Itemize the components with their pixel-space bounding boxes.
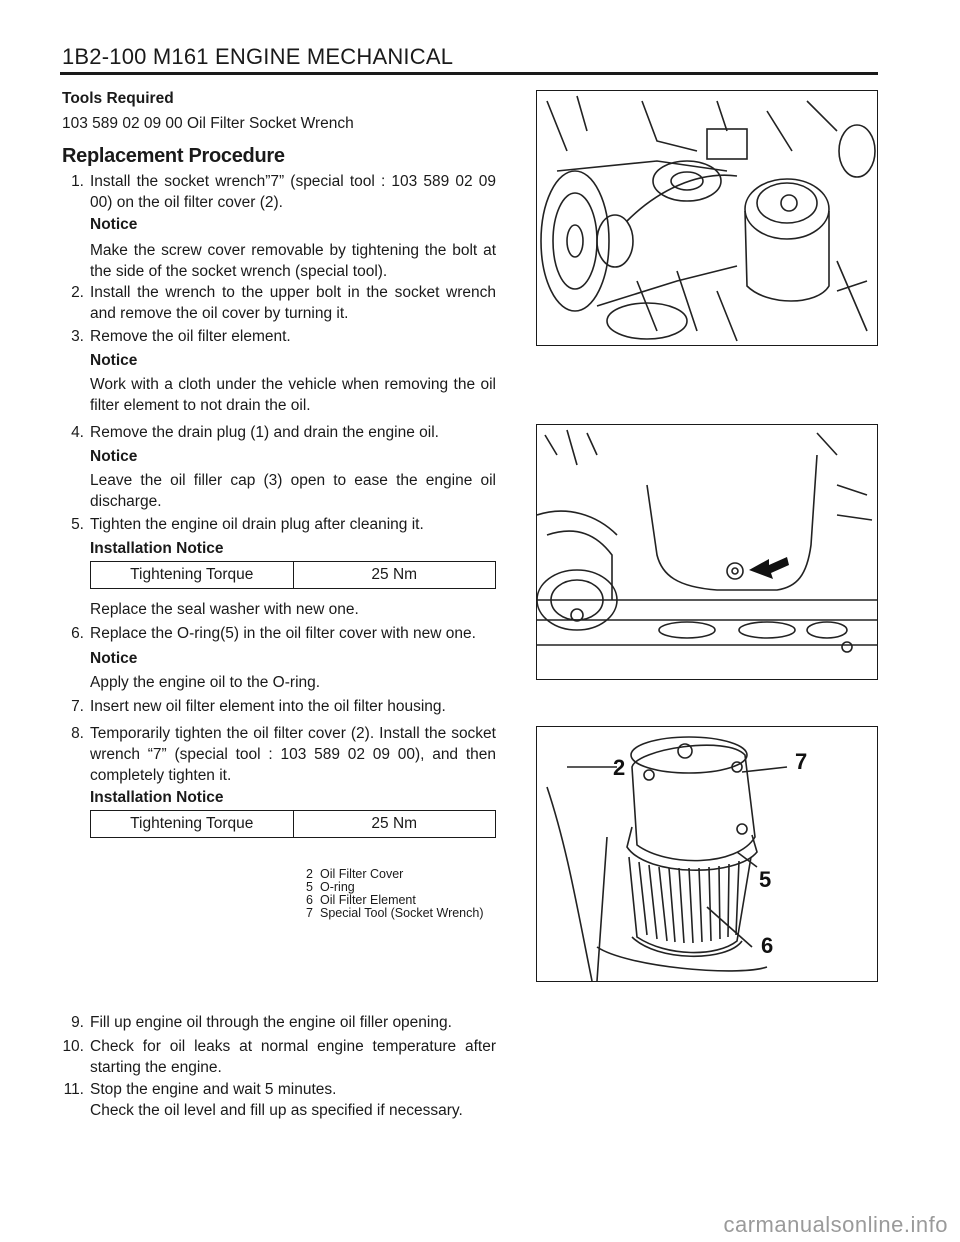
step-text: Fill up engine oil through the engine oil filler opening. (90, 1014, 452, 1031)
step-7 (62, 696, 496, 717)
legend-label: Oil Filter Element (320, 893, 416, 907)
step-number: 10. (62, 1038, 84, 1055)
step-number: 7. (71, 698, 84, 715)
legend-num: 7 (306, 906, 313, 920)
notice-text: Make the screw cover removable by tightening the bolt at the side of the socket wrench (special tool). (90, 242, 496, 280)
header-rule (60, 72, 878, 75)
tools-section (62, 88, 496, 167)
legend-num: 2 (306, 867, 313, 881)
watermark: carmanualsonline.info (723, 1212, 948, 1237)
notice-text: Leave the oil filler cap (3) open to ease the engine oil discharge. (90, 472, 496, 510)
tools-item: 103 589 02 09 00 Oil Filter Socket Wrench (62, 115, 354, 132)
step-4 (62, 422, 496, 443)
callout-5: 5 (759, 867, 772, 892)
replace-seal-text: Replace the seal washer with new one. (90, 601, 359, 618)
figure-oil-filter (536, 726, 878, 982)
figure-drain-plug (536, 424, 878, 680)
torque-value: 25 Nm (293, 562, 496, 589)
notice-label: Notice (90, 352, 138, 369)
step-2 (62, 282, 496, 324)
step-text: Install the socket wrench”7” (special tool : 103 589 02 09 00) on the oil filter cover (2). (90, 173, 496, 211)
step-text: Check the oil level and fill up as specified if necessary. (90, 1102, 463, 1119)
step-6 (62, 623, 496, 644)
step-9 (62, 1012, 496, 1033)
notice-label: Notice (90, 448, 138, 465)
step-5 (62, 514, 496, 535)
figure-legend (306, 868, 484, 920)
step-3 (62, 326, 496, 347)
legend-item (306, 907, 484, 920)
step-number: 2. (71, 284, 84, 301)
callout-6: 6 (761, 933, 774, 958)
notice-text: Apply the engine oil to the O-ring. (90, 674, 321, 691)
installation-notice-label: Installation Notice (90, 789, 224, 806)
torque-label: Tightening Torque (91, 811, 294, 838)
torque-table (90, 810, 496, 838)
engine-illustration-1 (537, 91, 877, 345)
figure-engine-oil-filter (536, 90, 878, 346)
step-11-extra (62, 1100, 496, 1121)
step-8 (62, 723, 496, 786)
step-number: 6. (71, 625, 84, 642)
step-text: Remove the drain plug (1) and drain the engine oil. (90, 424, 439, 441)
step-text: Tighten the engine oil drain plug after cleaning it. (90, 516, 424, 533)
step-text: Temporarily tighten the oil filter cover (2). Install the socket wrench “7” (special tool : 103 589 02 09 00), and then completely tighten it. (90, 725, 496, 784)
engine-illustration-2 (537, 425, 877, 679)
page-title: 1B2-100 M161 ENGINE MECHANICAL (62, 44, 454, 69)
step-10 (62, 1036, 496, 1078)
arrow-icon (749, 557, 789, 579)
callout-2: 2 (613, 755, 626, 780)
legend-num: 6 (306, 893, 313, 907)
tools-heading: Tools Required (62, 90, 174, 107)
step-number: 8. (71, 725, 84, 742)
notice-label: Notice (90, 650, 138, 667)
step-number: 4. (71, 424, 84, 441)
legend-label: Special Tool (Socket Wrench) (320, 906, 484, 920)
callout-7: 7 (795, 749, 808, 774)
step-text: Check for oil leaks at normal engine temperature after starting the engine. (90, 1038, 496, 1076)
step-number: 5. (71, 516, 84, 533)
step-text: Replace the O-ring(5) in the oil filter cover with new one. (90, 625, 476, 642)
oil-filter-illustration (537, 727, 877, 981)
notice-label: Notice (90, 216, 138, 233)
step-text: Insert new oil filter element into the oil filter housing. (90, 698, 446, 715)
step-text: Stop the engine and wait 5 minutes. (90, 1081, 337, 1098)
procedure-heading: Replacement Procedure (62, 145, 285, 167)
notice-text: Work with a cloth under the vehicle when removing the oil filter element to not drain the oil. (90, 376, 496, 414)
legend-num: 5 (306, 880, 313, 894)
step-text: Remove the oil filter element. (90, 328, 291, 345)
step-1 (62, 171, 496, 213)
legend-label: O-ring (320, 880, 355, 894)
legend-label: Oil Filter Cover (320, 867, 404, 881)
step-text: Install the wrench to the upper bolt in the socket wrench and remove the oil cover by turning it. (90, 284, 496, 322)
step-number: 11. (63, 1081, 84, 1098)
torque-value: 25 Nm (293, 811, 496, 838)
step-number: 1. (71, 173, 84, 190)
torque-table (90, 561, 496, 589)
torque-label: Tightening Torque (91, 562, 294, 589)
step-number: 3. (71, 328, 84, 345)
installation-notice-label: Installation Notice (90, 540, 224, 557)
step-number: 9. (71, 1014, 84, 1031)
